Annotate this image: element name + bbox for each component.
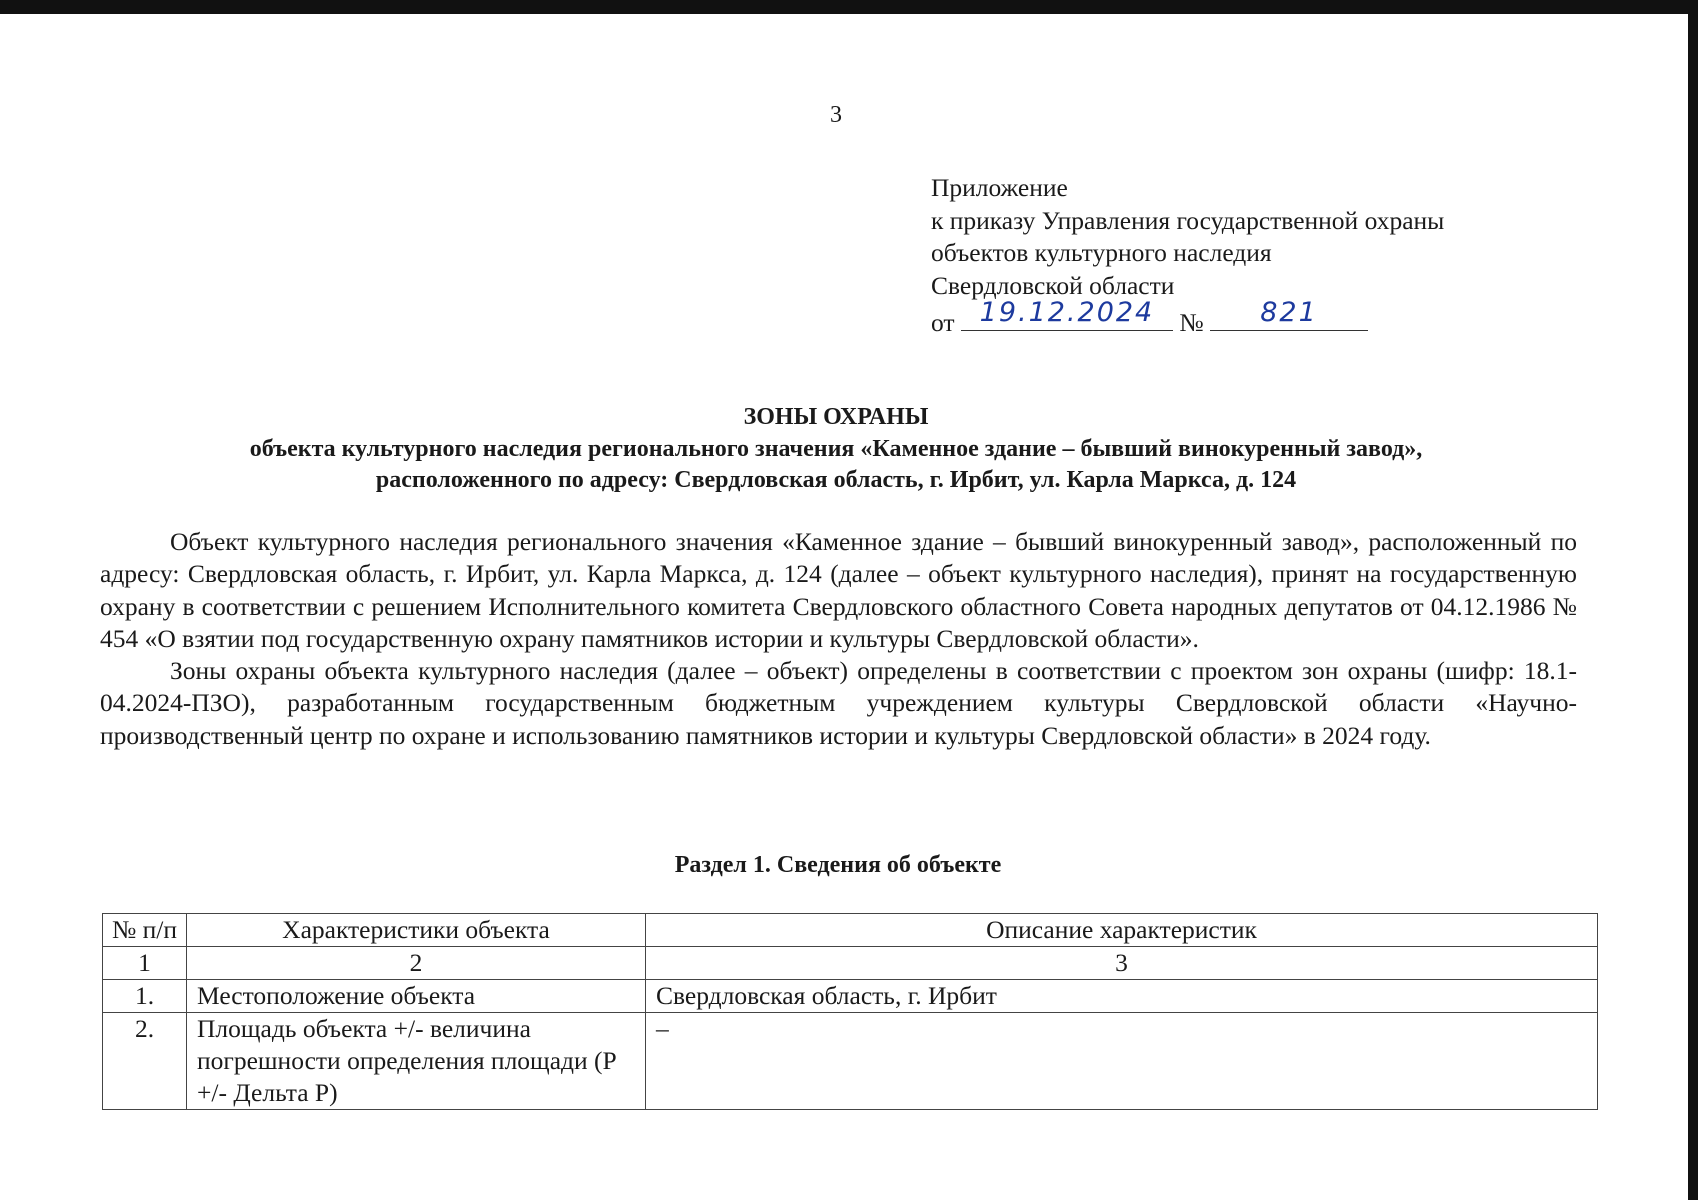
column-number-cell: 2 <box>187 947 646 980</box>
handwritten-date: 19.12.2024 <box>979 296 1155 328</box>
appendix-line-1: Приложение <box>931 173 1068 202</box>
paragraph-2: Зоны охраны объекта культурного наследия (далее – объект) определены в соответствии с проектом зон охраны (шифр: 18.1-04.2024-ПЗО), разработанным государственным бюджетным учреждением культуры Свердловской области «Научно-производственный центр по охране и использованию памятников истории и культуры Свердловской области» в 2024 году. <box>100 656 1577 750</box>
scan-border-top <box>0 0 1698 14</box>
paragraph-1: Объект культурного наследия регионального значения «Каменное здание – бывший винокуренный завод», расположенный по адресу: Свердловская область, г. Ирбит, ул. Карла Маркса, д. 124 (далее – объект культурного наследия), принят на государственную охрану в соответствии с решением Исполнительного комитета Свердловского областного Совета народных депутатов от 04.12.1986 № 454 «О взятии под государственную охрану памятников истории и культуры Свердловской области». <box>100 527 1577 653</box>
title-line-2: объекта культурного наследия регионального значения «Каменное здание – бывший винокуренный завод», <box>249 435 1423 462</box>
section-title: Раздел 1. Сведения об объекте <box>674 852 1002 878</box>
column-number-cell: 3 <box>646 947 1598 980</box>
column-number-cell: 1 <box>103 947 187 980</box>
appendix-line-2: к приказу Управления государственной охраны <box>931 205 1445 235</box>
characteristic-cell: Площадь объекта +/- величина погрешности определения площади (P +/- Дельта P) <box>187 1013 646 1110</box>
date-field <box>961 296 1173 331</box>
handwritten-number: 821 <box>1260 296 1318 328</box>
title-line-1: ЗОНЫ ОХРАНЫ <box>743 404 929 430</box>
number-prefix: № <box>1179 308 1204 337</box>
appendix-line-4: Свердловской области <box>931 270 1175 300</box>
characteristic-cell: Местоположение объекта <box>187 980 646 1013</box>
appendix-block <box>931 172 1444 340</box>
description-cell: Свердловская область, г. Ирбит <box>646 980 1598 1013</box>
appendix-date-line <box>931 296 1444 340</box>
row-number-cell: 2. <box>103 1013 187 1110</box>
appendix-line-3: объектов культурного наследия <box>931 238 1272 267</box>
page-number: 3 <box>830 102 842 128</box>
table-column-numbers-row <box>103 947 1598 980</box>
number-field <box>1210 296 1368 331</box>
object-info-table <box>102 913 1598 1110</box>
table-row <box>103 980 1598 1013</box>
header-cell: Описание характеристик <box>646 914 1598 947</box>
header-cell: Характеристики объекта <box>187 914 646 947</box>
date-prefix: от <box>931 308 955 337</box>
document-title <box>96 402 1576 497</box>
scan-border-right <box>1688 0 1698 1200</box>
description-cell: – <box>646 1013 1598 1110</box>
row-number-cell: 1. <box>103 980 187 1013</box>
table-header-row <box>103 914 1598 947</box>
table-row <box>103 1013 1598 1110</box>
title-line-3: расположенного по адресу: Свердловская область, г. Ирбит, ул. Карла Маркса, д. 124 <box>375 467 1297 493</box>
body-text <box>100 526 1577 752</box>
header-cell: № п/п <box>103 914 187 947</box>
